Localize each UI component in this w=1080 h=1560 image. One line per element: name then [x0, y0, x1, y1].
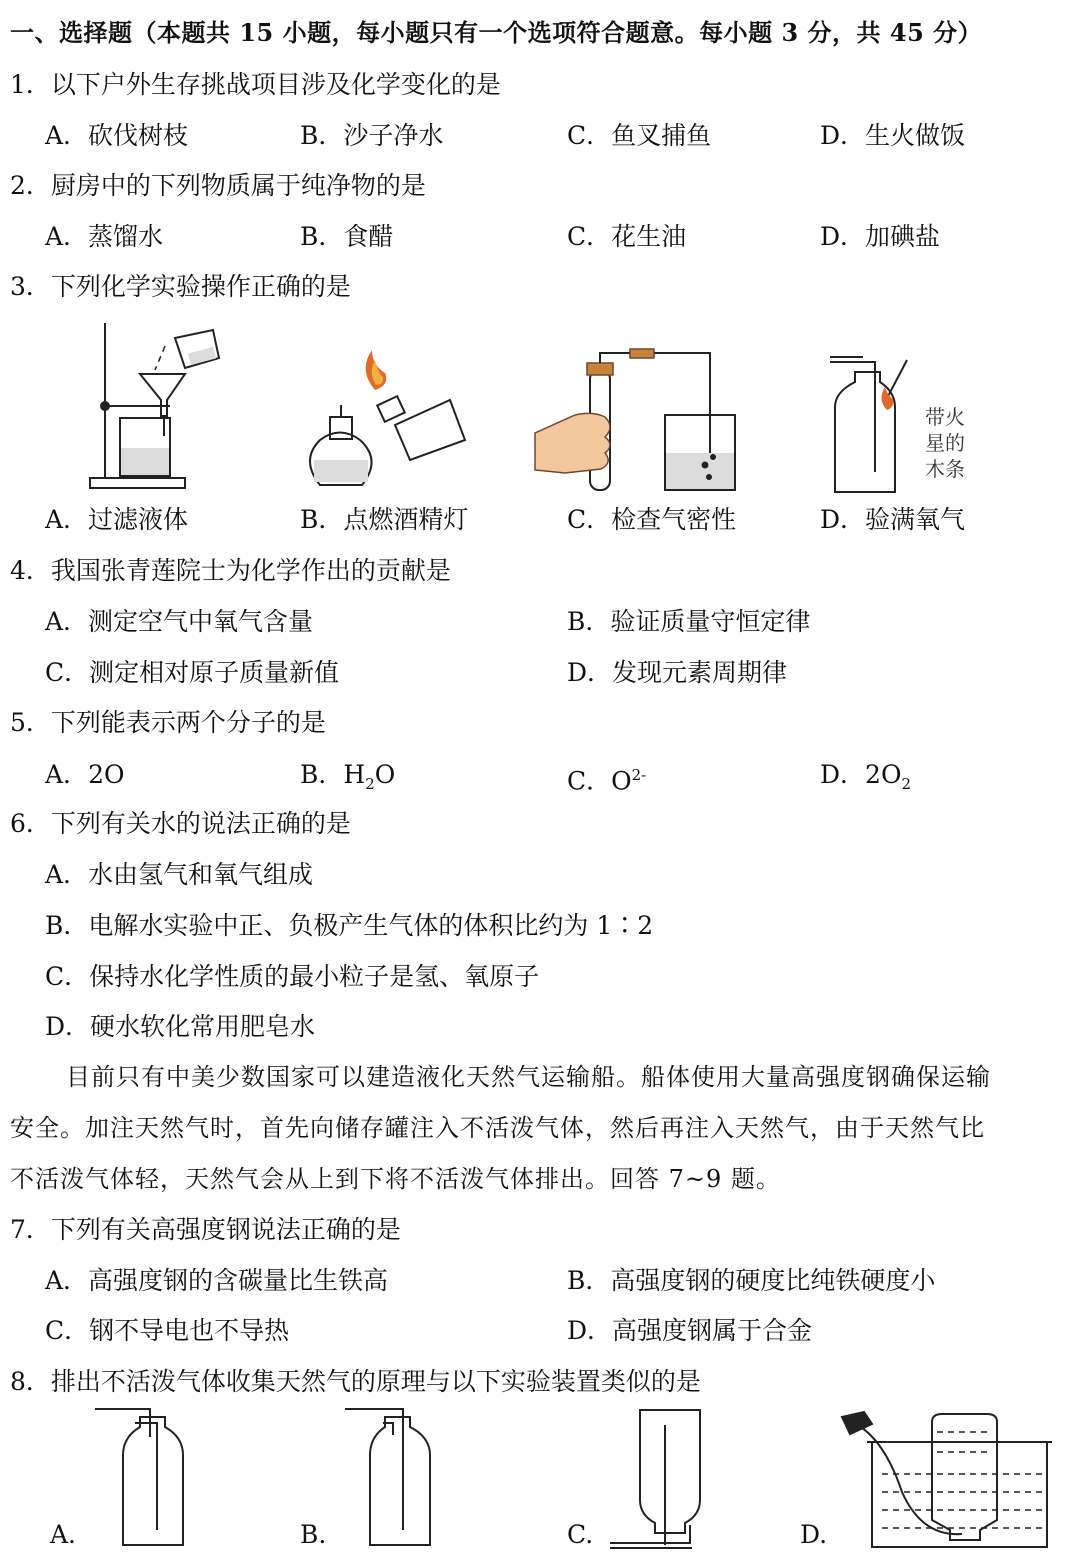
- glass-rod: [155, 346, 165, 370]
- question-3-stem: 3．下列化学实验操作正确的是: [10, 272, 351, 301]
- rubber-tube-icon: [842, 1412, 872, 1434]
- q8-figure-c: [610, 1405, 720, 1550]
- q2-option-b[interactable]: B．食醋: [300, 222, 394, 251]
- q3-figure-a-filtration: [85, 318, 235, 498]
- q5-option-c[interactable]: [567, 758, 646, 798]
- q3-figure-d-oxygen-test: [825, 352, 985, 497]
- question-4-stem: 4．我国张青莲院士为化学作出的贡献是: [10, 556, 451, 585]
- q7-option-a[interactable]: A．高强度钢的含碳量比生铁高: [45, 1266, 389, 1295]
- q7-option-b[interactable]: B．高强度钢的硬度比纯铁硬度小: [567, 1266, 936, 1295]
- q6-option-a[interactable]: A．水由氢气和氧气组成: [45, 860, 314, 889]
- formula: O: [611, 766, 632, 796]
- q8-figure-d: [842, 1412, 1052, 1552]
- formula: H: [343, 760, 366, 789]
- formula-superscript: 2-: [631, 766, 647, 784]
- formula: 2O: [88, 760, 125, 789]
- section-header: 一、选择题（本题共 15 小题，每小题只有一个选项符合题意。每小题 3 分，共 45 分）: [10, 18, 983, 47]
- funnel: [140, 374, 185, 416]
- stopper: [587, 363, 613, 375]
- stand-base: [90, 478, 185, 488]
- bubble: [703, 463, 708, 468]
- q3-option-c[interactable]: C．检查气密性: [567, 505, 737, 534]
- bubble: [707, 475, 711, 479]
- q7-option-c[interactable]: C．钢不导电也不导热: [45, 1316, 290, 1345]
- splint-label-line-2: 星的: [925, 431, 965, 455]
- q8-option-d[interactable]: D.: [800, 1520, 828, 1549]
- tilted-lamp: [395, 400, 465, 460]
- water: [666, 453, 734, 489]
- splint-label-line-1: 带火: [925, 405, 965, 429]
- question-7-stem: 7．下列有关高强度钢说法正确的是: [10, 1215, 401, 1244]
- question-5-stem: 5．下列能表示两个分子的是: [10, 708, 326, 737]
- passage-line-2: 安全。加注天然气时，首先向储存罐注入不活泼气体，然后再注入天然气，由于天然气比: [10, 1114, 985, 1142]
- question-2-stem: 2．厨房中的下列物质属于纯净物的是: [10, 171, 426, 200]
- question-6-stem: 6．下列有关水的说法正确的是: [10, 809, 351, 838]
- q8-figure-a: [95, 1405, 195, 1550]
- formula: 2O: [865, 760, 902, 789]
- lamp-neck: [330, 417, 352, 439]
- bubble: [711, 455, 715, 459]
- q6-option-b[interactable]: B．电解水实验中正、负极产生气体的体积比约为 1∶2: [45, 911, 654, 940]
- option-letter: D．: [820, 760, 866, 789]
- q2-option-d[interactable]: D．加碘盐: [820, 222, 941, 251]
- passage-line-3: 不活泼气体轻，天然气会从上到下将不活泼气体排出。回答 7~9 题。: [10, 1165, 781, 1193]
- delivery-tube: [600, 353, 710, 465]
- filtrate: [121, 448, 169, 475]
- question-8-stem: 8．排出不活泼气体收集天然气的原理与以下实验装置类似的是: [10, 1367, 701, 1396]
- q6-option-d[interactable]: D．硬水软化常用肥皂水: [45, 1012, 316, 1041]
- q3-option-d[interactable]: D．验满氧气: [820, 505, 966, 534]
- q3-figure-b-alcohol-lamp: [300, 345, 480, 495]
- clamp-knob: [101, 402, 109, 410]
- delivery-tube: [847, 1420, 962, 1534]
- formula-subscript: 2: [365, 775, 375, 793]
- q6-option-c[interactable]: C．保持水化学性质的最小粒子是氢、氧原子: [45, 962, 540, 991]
- formula-tail: O: [374, 760, 396, 789]
- q5-option-d[interactable]: [820, 758, 911, 801]
- long-tube: [345, 1409, 403, 1530]
- question-1-stem: 1．以下户外生存挑战项目涉及化学变化的是: [10, 70, 501, 99]
- q3-figure-c-airtightness: [535, 345, 745, 495]
- water-trough: [872, 1442, 1047, 1547]
- q1-option-b[interactable]: B．沙子净水: [300, 121, 444, 150]
- hand-icon: [535, 413, 610, 473]
- q4-option-d[interactable]: D．发现元素周期律: [567, 658, 788, 687]
- q2-option-c[interactable]: C．花生油: [567, 222, 687, 251]
- gas-bottle: [370, 1417, 430, 1545]
- inverted-gas-bottle: [932, 1414, 997, 1540]
- q1-option-a[interactable]: A．砍伐树枝: [45, 121, 189, 150]
- q2-option-a[interactable]: A．蒸馏水: [45, 222, 164, 251]
- passage-line-1: 目前只有中美少数国家可以建造液化天然气运输船。船体使用大量高强度钢确保运输: [66, 1063, 991, 1091]
- lamp-alcohol: [314, 460, 368, 482]
- q8-figure-b: [345, 1405, 445, 1550]
- q4-option-c[interactable]: C．测定相对原子质量新值: [45, 658, 340, 687]
- rubber-joint: [630, 349, 654, 358]
- splint-label-line-3: 木条: [925, 457, 965, 481]
- q4-option-a[interactable]: A．测定空气中氧气含量: [45, 607, 314, 636]
- q3-option-a[interactable]: A．过滤液体: [45, 505, 189, 534]
- q1-option-d[interactable]: D．生火做饭: [820, 121, 966, 150]
- long-tube: [830, 362, 875, 472]
- q1-option-c[interactable]: C．鱼叉捕鱼: [567, 121, 712, 150]
- q7-option-d[interactable]: D．高强度钢属于合金: [567, 1316, 813, 1345]
- q8-option-c[interactable]: C.: [567, 1520, 594, 1549]
- q4-option-b[interactable]: B．验证质量守恒定律: [567, 607, 811, 636]
- q8-option-a[interactable]: A.: [50, 1520, 77, 1549]
- inverted-bottle: [640, 1410, 700, 1533]
- option-letter: A．: [45, 760, 89, 789]
- tilted-lamp-neck: [377, 396, 405, 422]
- q5-option-b[interactable]: [300, 758, 395, 801]
- q3-option-b[interactable]: B．点燃酒精灯: [300, 505, 469, 534]
- q5-option-a[interactable]: [45, 758, 124, 792]
- gas-bottle: [123, 1417, 183, 1545]
- q8-option-b[interactable]: B.: [300, 1520, 327, 1549]
- option-letter: B．: [300, 760, 344, 789]
- formula-subscript: 2: [901, 775, 911, 793]
- option-letter: C．: [567, 766, 612, 796]
